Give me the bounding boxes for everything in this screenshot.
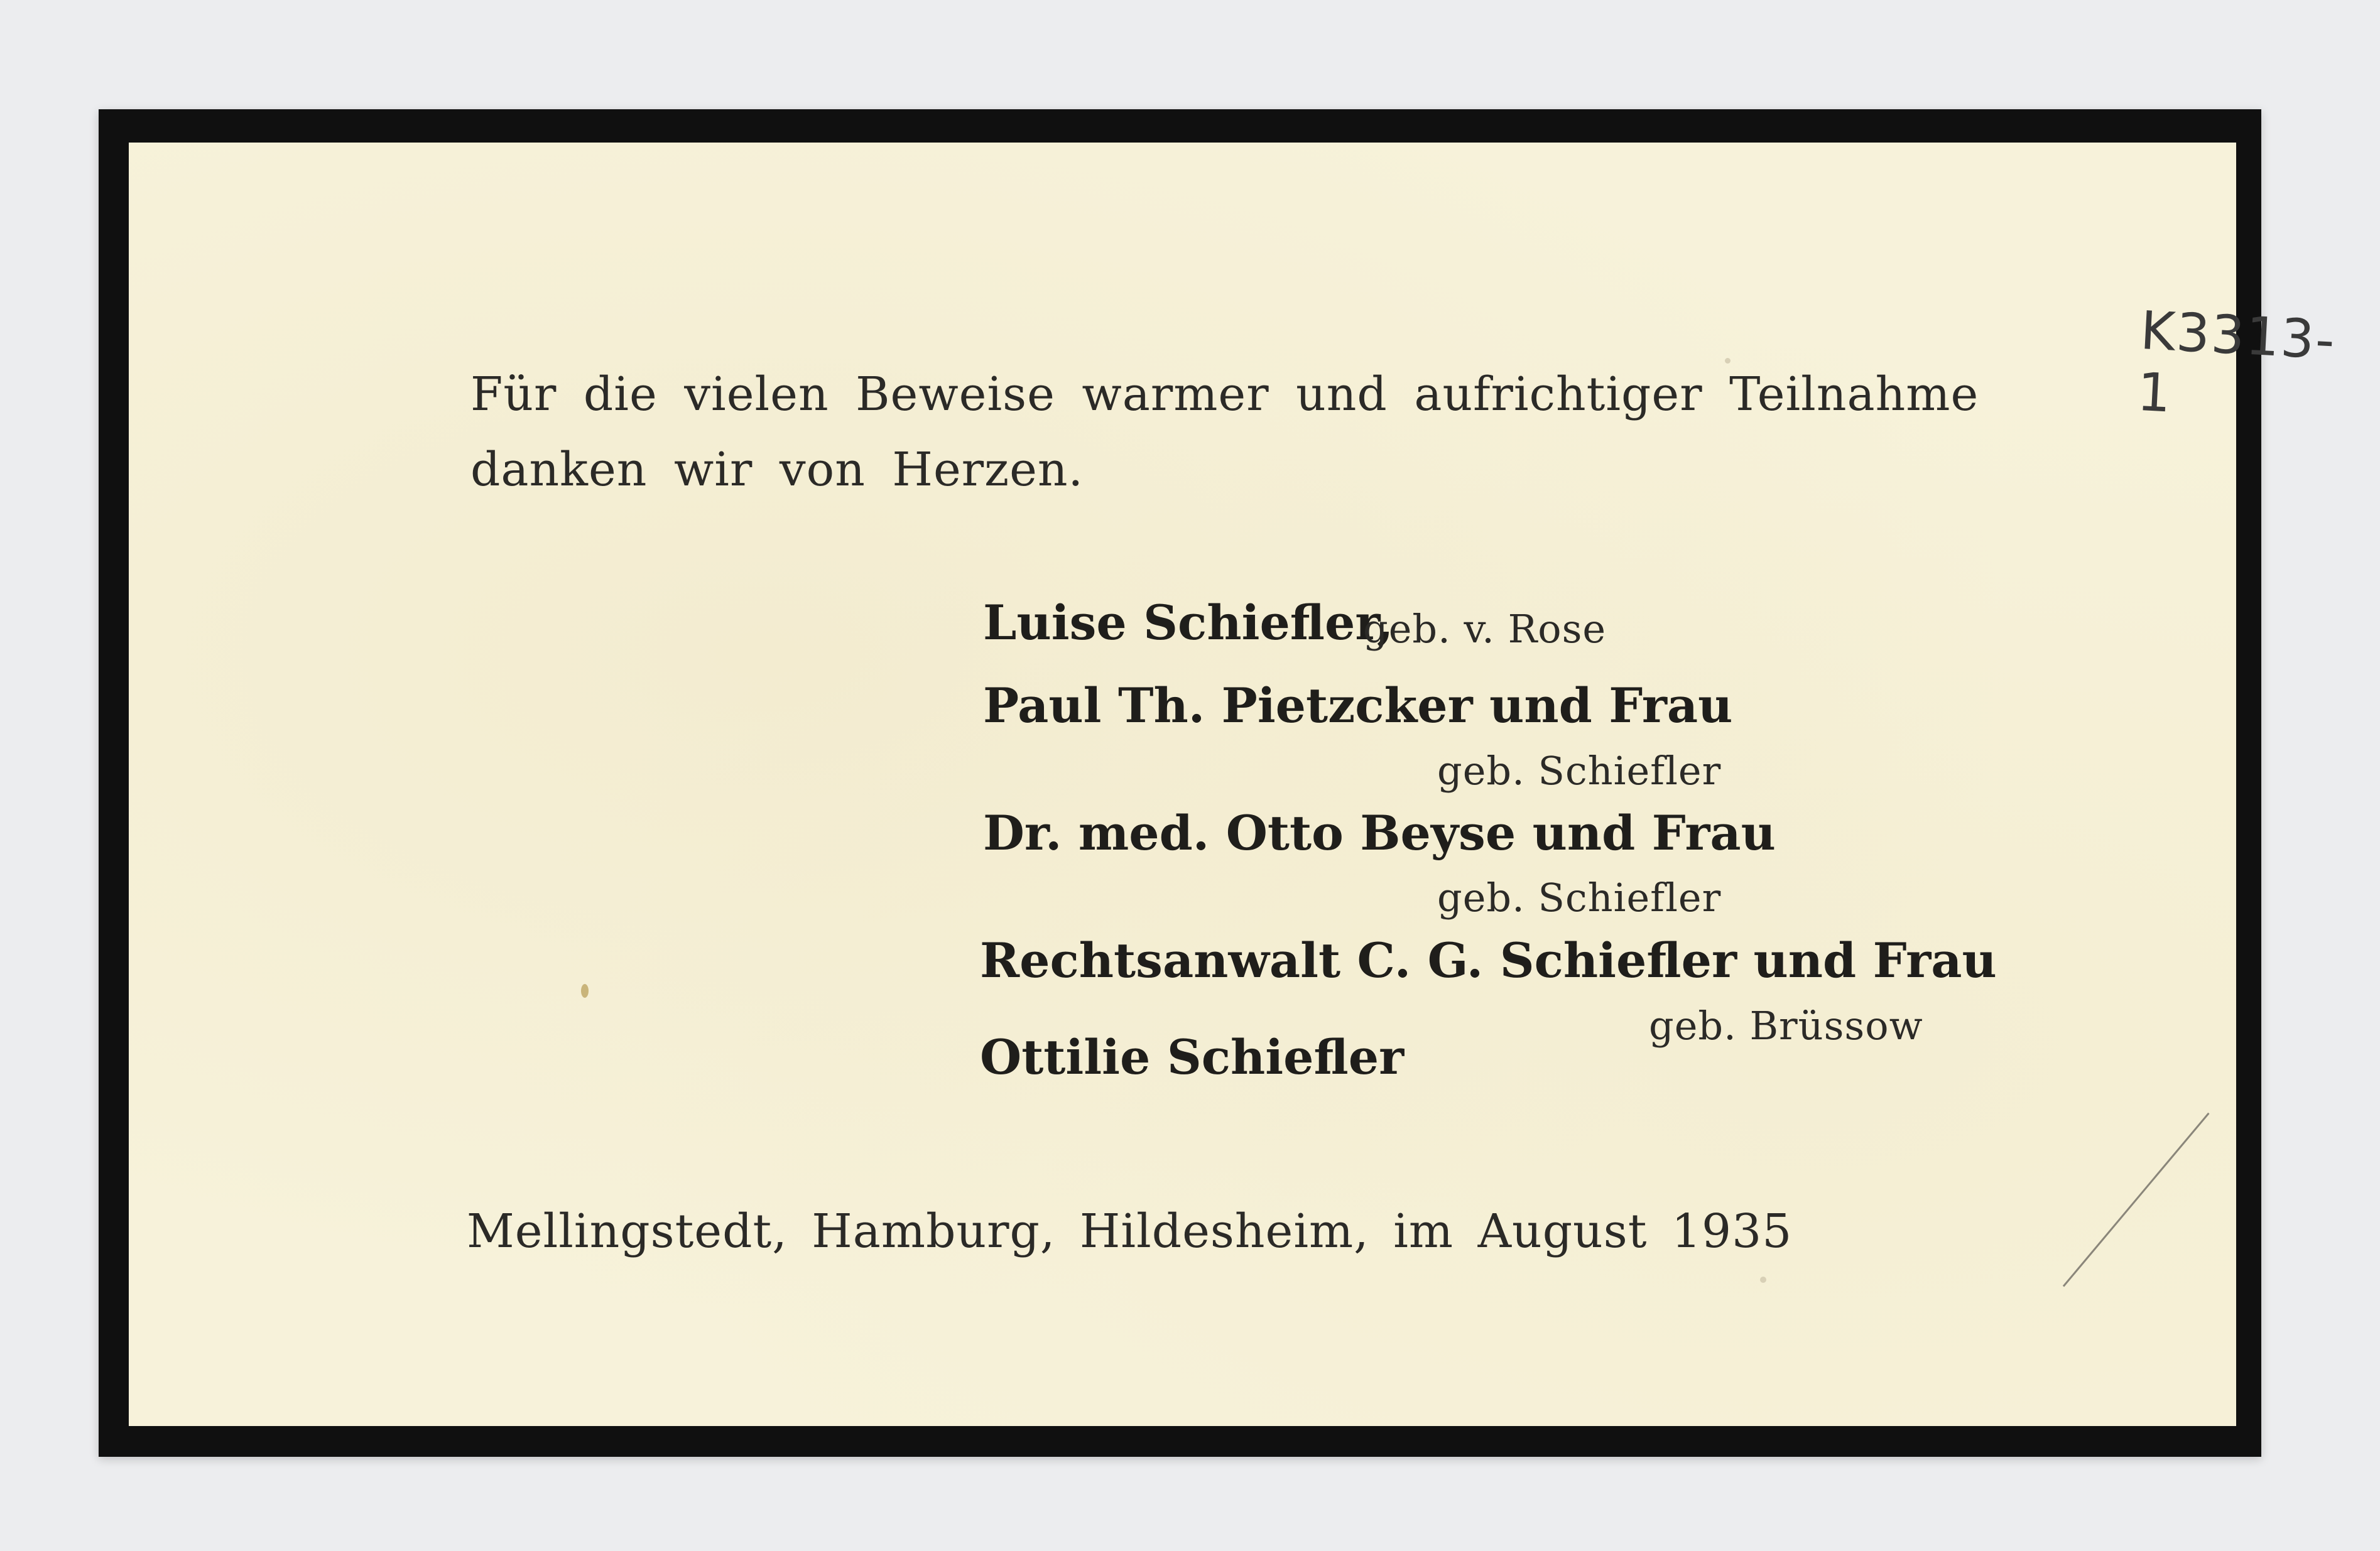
intro-line-1: Für die vielen Beweise warmer und aufrichtiger Teilnahme [470,367,1979,421]
place-and-date: Mellingstedt, Hamburg, Hildesheim, im August 1935 [467,1204,1793,1258]
pencil-mark [2063,1113,2210,1287]
archive-reference-mark: K3313-1 [2136,299,2338,424]
signatory-maiden-name: geb. Schiefler [1437,748,1722,794]
signatory-name: Dr. med. Otto Beyse und Frau [983,805,1776,861]
paper-stain [581,984,589,998]
signatory-maiden-name: geb. Brüssow [1649,1003,1923,1049]
signatory-maiden-name: geb. v. Rose [1363,606,1607,652]
signatory-maiden-name: geb. Schiefler [1437,875,1722,921]
paper-speck [1760,1277,1766,1283]
signatory-name: Rechtsanwalt C. G. Schiefler und Frau [980,932,1997,988]
paper-speck [1725,358,1731,364]
mourning-card [99,109,2338,1457]
signatory-name: Ottilie Schiefler [980,1029,1405,1085]
signatory-name: Paul Th. Pietzcker und Frau [983,678,1733,733]
intro-line-2: danken wir von Herzen. [470,443,1084,497]
card-paper [129,143,2338,1426]
signatory-name: Luise Schiefler, [983,595,1394,651]
